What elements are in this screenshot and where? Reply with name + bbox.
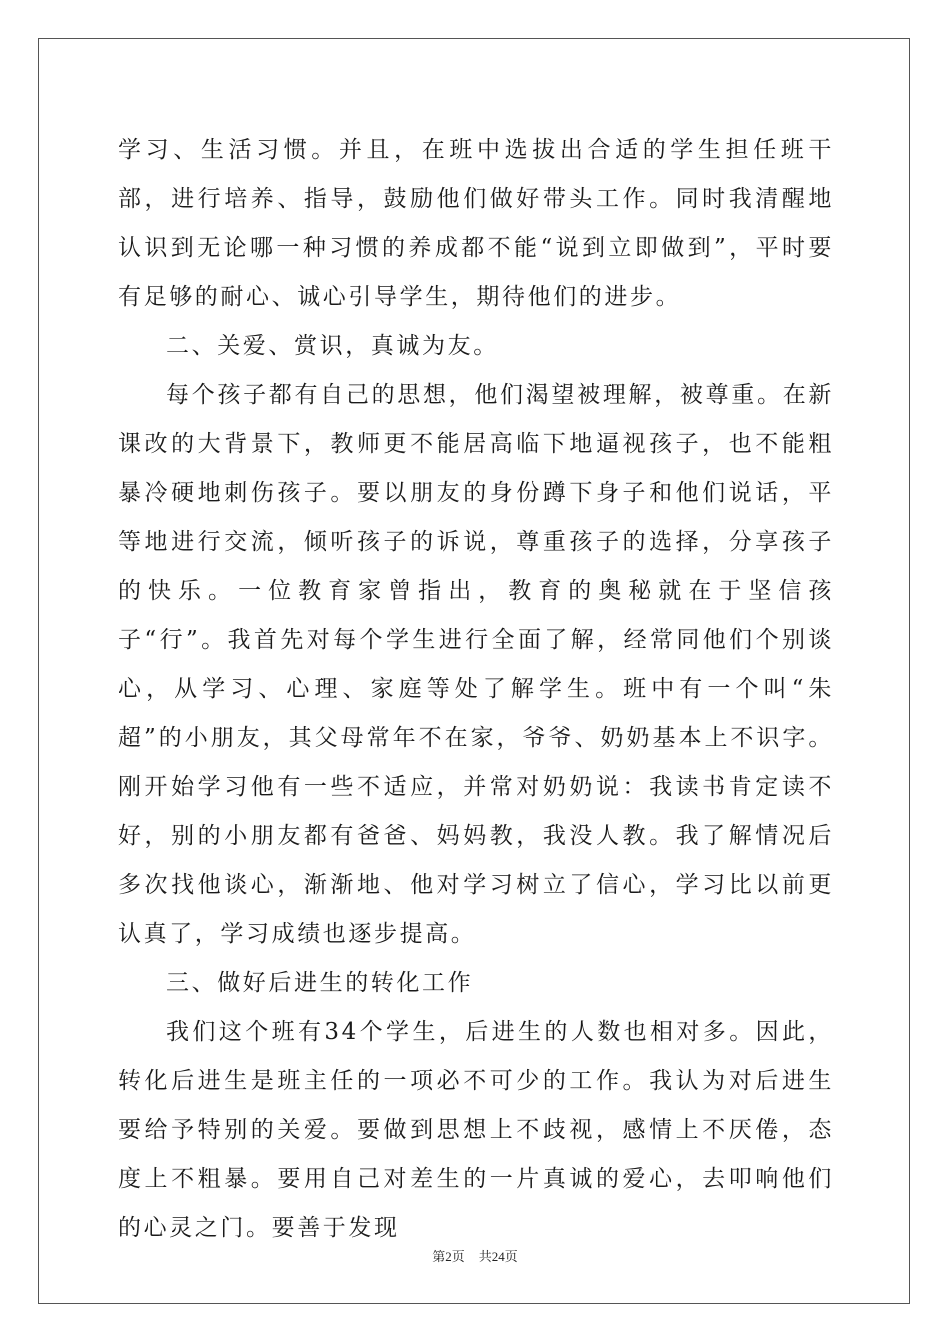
page-number: 第2页 (432, 1249, 465, 1264)
paragraph-continued: 学习、生活习惯。并且，在班中选拔出合适的学生担任班干部，进行培养、指导，鼓励他们做好带头工作。同时我清醒地认识到无论哪一种习惯的养成都不能“说到立即做到”，平时要有足够的耐心、诚心引导学生，期待他们的进步。 (118, 137, 834, 310)
section-heading-3: 三、做好后进生的转化工作 (166, 970, 474, 996)
paragraph: 每个孩子都有自己的思想，他们渴望被理解，被尊重。在新课改的大背景下，教师更不能居高临下地逼视孩子，也不能粗暴冷硬地刺伤孩子。要以朋友的身份蹲下身子和他们说话，平等地进行交流，倾听孩子的诉说，尊重孩子的选择，分享孩子的快乐。一位教育家曾指出，教育的奥秘就在于坚信孩子“行”。我首先对每个学生进行全面了解，经常同他们个别谈心，从学习、心理、家庭等处了解学生。班中有一个叫“朱超”的小朋友，其父母常年不在家，爷爷、奶奶基本上不识字。刚开始学习他有一些不适应，并常对奶奶说：我读书肯定读不好，别的小朋友都有爸爸、妈妈教，我没人教。我了解情况后多次找他谈心，渐渐地、他对学习树立了信心，学习比以前更认真了，学习成绩也逐步提高。 (118, 382, 834, 947)
page-footer (0, 1249, 950, 1265)
page-total: 共24页 (478, 1249, 518, 1264)
document-body (118, 126, 834, 1253)
paragraph: 我们这个班有34个学生，后进生的人数也相对多。因此，转化后进生是班主任的一项必不可少的工作。我认为对后进生要给予特别的关爱。要做到思想上不歧视，感情上不厌倦，态度上不粗暴。要用自己对差生的一片真诚的爱心，去叩响他们的心灵之门。要善于发现 (118, 1019, 834, 1241)
section-heading-2: 二、关爱、赏识，真诚为友。 (166, 333, 499, 359)
